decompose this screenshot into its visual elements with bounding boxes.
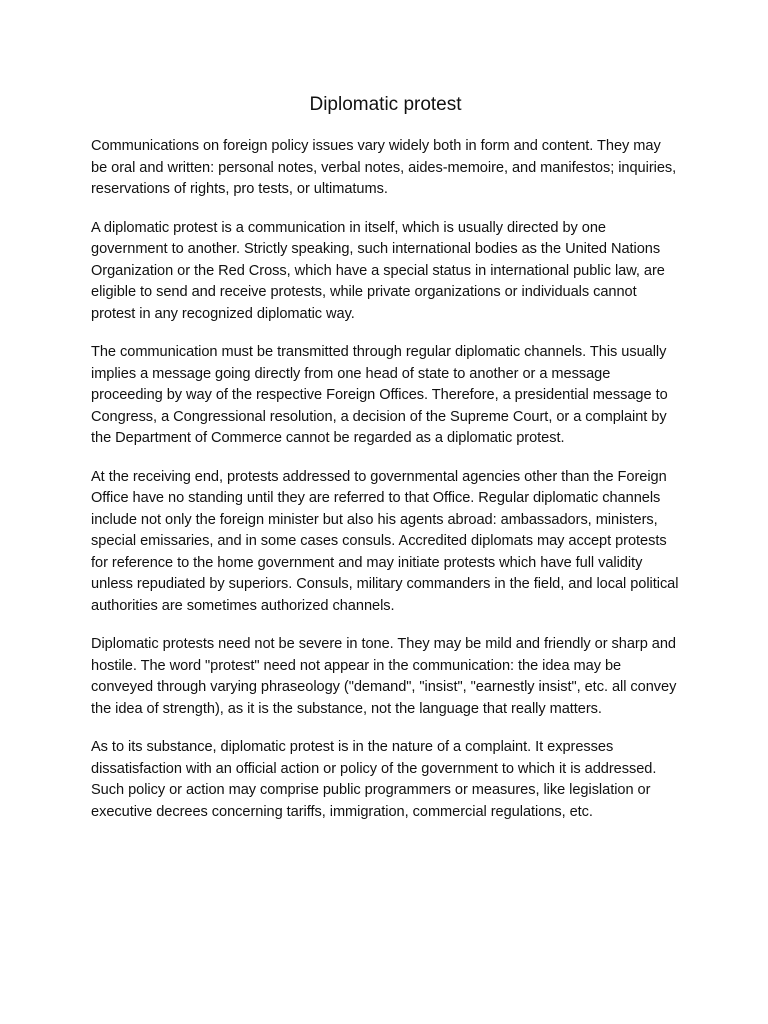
document-body [91, 136, 680, 823]
paragraph: Diplomatic protests need not be severe in tone. They may be mild and friendly or sharp and hostile. The word "protest" need not appear in the communication: the idea may be conveyed through varying phraseology ("demand", "insist", "earnestly insist", etc. all convey the idea of strength), as it is the substance, not the language that really matters. [91, 636, 677, 717]
paragraph: Communications on foreign policy issues vary widely both in form and content. They may be oral and written: personal notes, verbal notes, aides-memoire, and manifestos; inquiries, reservations of rights, pro tests, or ultimatums. [91, 138, 677, 197]
paragraph: A diplomatic protest is a communication in itself, which is usually directed by one government to another. Strictly speaking, such international bodies as the United Nations Organization or the Red Cross, which have a special status in international public law, are eligible to send and receive protests, while private organizations or individuals cannot protest in any recognized diplomatic way. [91, 219, 665, 322]
paragraph: As to its substance, diplomatic protest is in the nature of a complaint. It expresses dissatisfaction with an official action or policy of the government to which it is addressed. Such policy or action may comprise public programmers or measures, like legislation or executive decrees concerning tariffs, immigration, commercial regulations, etc. [91, 739, 657, 820]
paragraph: The communication must be transmitted through regular diplomatic channels. This usually implies a message going directly from one head of state to another or a message proceeding by way of the respective Foreign Offices. Therefore, a presidential message to Congress, a Congressional resolution, a decision of the Supreme Court, or a complaint by the Department of Commerce cannot be regarded as a diplomatic protest. [91, 344, 668, 446]
paragraph: At the receiving end, protests addressed to governmental agencies other than the Foreign Office have no standing until they are referred to that Office. Regular diplomatic channels include not only the foreign minister but also his agents abroad: ambassadors, ministers, special emissaries, and in some cases consuls. Accredited diplomats may accept protests for reference to the home government and may initiate protests which have full validity unless repudiated by superiors. Consuls, military commanders in the field, and local political authorities are sometimes authorized channels. [91, 468, 679, 614]
document-title: Diplomatic protest [309, 94, 462, 115]
